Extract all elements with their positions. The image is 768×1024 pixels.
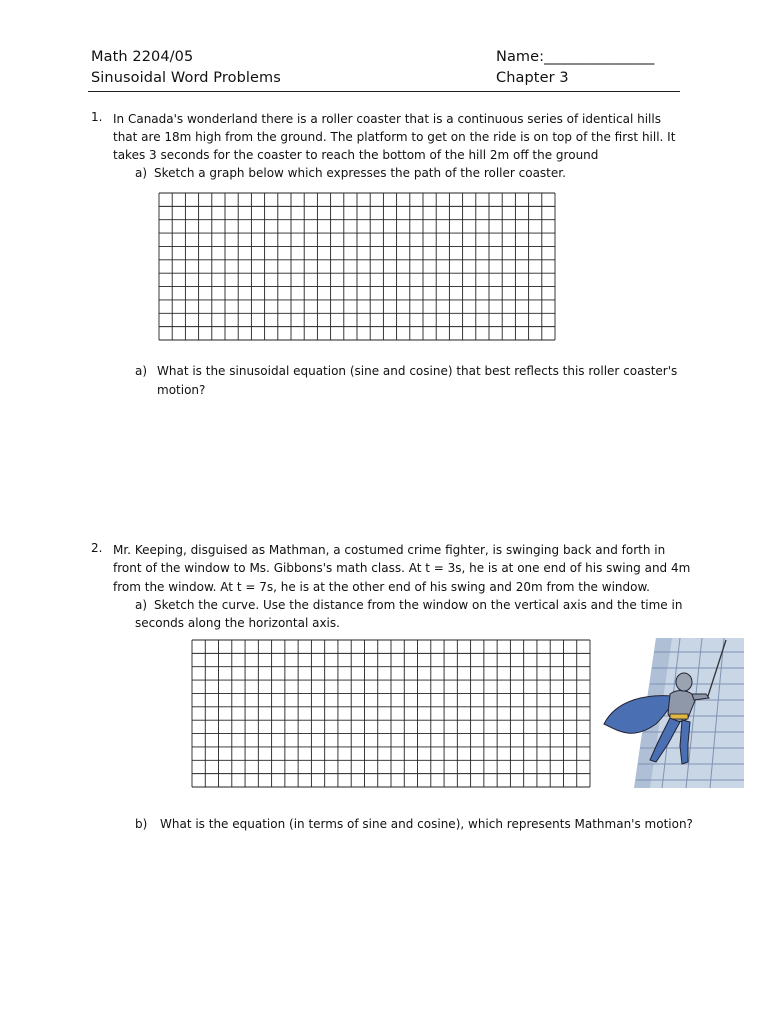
question-1a-text: Sketch a graph below which expresses the path of the roller coaster. [154,166,566,180]
question-2-number: 2. [91,541,103,555]
question-1a2-line-1: What is the sinusoidal equation (sine and cosine) that best reflects this roller coaster's [157,364,678,378]
name-field-label: Name:_______________ [496,49,655,65]
question-1-line-1: In Canada's wonderland there is a roller coaster that is a continuous series of identical hills [113,112,661,126]
question-1-line-3: takes 3 seconds for the coaster to reach the bottom of the hill 2m off the ground [113,148,599,162]
question-2b-text: What is the equation (in terms of sine and cosine), which represents Mathman's motion? [160,817,693,831]
graph-grid-1[interactable] [158,192,556,341]
question-2b-label: b) [135,817,148,831]
question-2-line-3: from the window. At t = 7s, he is at the other end of his swing and 20m from the window. [113,580,650,594]
question-1-line-2: that are 18m high from the ground. The platform to get on the ride is on top of the first hill. It [113,130,676,144]
question-1a-label: a) [135,166,148,180]
question-2a-label: a) [135,598,148,612]
question-2a-line-1: Sketch the curve. Use the distance from the window on the vertical axis and the time in [154,598,683,612]
graph-grid-2[interactable] [191,639,591,788]
question-1-number: 1. [91,110,103,124]
swinging-superhero-illustration [598,638,744,788]
question-1a2-label: a) [135,364,148,378]
chapter-label: Chapter 3 [496,70,569,86]
header-rule [88,91,680,92]
course-title: Math 2204/05 [91,49,194,65]
question-1a2-line-2: motion? [157,383,206,397]
question-2-line-1: Mr. Keeping, disguised as Mathman, a costumed crime fighter, is swinging back and forth in [113,543,666,557]
worksheet-topic: Sinusoidal Word Problems [91,70,281,86]
question-2a-line-2: seconds along the horizontal axis. [135,616,340,630]
question-2-line-2: front of the window to Ms. Gibbons's math class. At t = 3s, he is at one end of his swing and 4m [113,561,691,575]
